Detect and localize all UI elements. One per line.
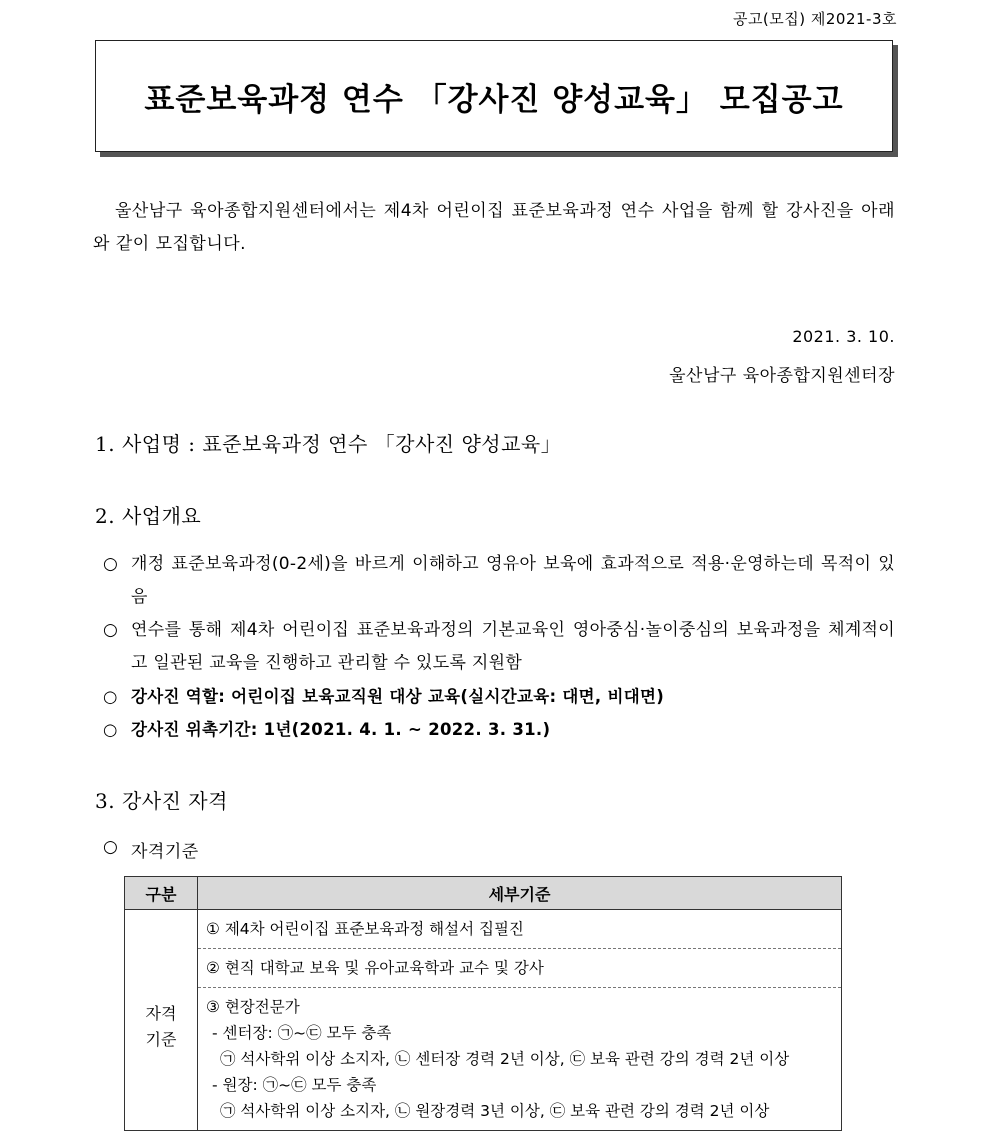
list-item: [103, 548, 895, 614]
table-row: [125, 910, 842, 949]
table-header-row: [125, 877, 842, 910]
circle-bullet-icon: ○: [103, 720, 118, 739]
criteria-line: ② 현직 대학교 보육 및 유아교육학과 교수 및 강사: [206, 959, 544, 977]
criteria-line: ㉠ 석사학위 이상 소지자, ㉡ 원장경력 3년 이상, ㉢ 보육 관련 강의 경력 2년 이상: [220, 1102, 770, 1120]
list-item-text: 연수를 통해 제4차 어린이집 표준보육과정의 기본교육인 영아중심·놀이중심의 보육과정을 체계적이고 일관된 교육을 진행하고 관리할 수 있도록 지원함: [131, 620, 895, 673]
list-item: [103, 680, 895, 713]
table-header-category: 구분: [125, 877, 198, 910]
section-2-title: 2. 사업개요: [95, 504, 202, 528]
list-item-text: 개정 표준보육과정(0-2세)을 바르게 이해하고 영유아 보육에 효과적으로 적용·운영하는데 목적이 있음: [131, 554, 895, 607]
criteria-line: - 센터장: ㉠~㉢ 모두 충족: [212, 1024, 392, 1042]
table-row: [125, 949, 842, 988]
criteria-line: ① 제4차 어린이집 표준보육과정 해설서 집필진: [206, 920, 524, 938]
notice-date: 2021. 3. 10.: [792, 327, 895, 346]
circle-bullet-icon: ○: [103, 620, 119, 640]
criteria-table: [124, 876, 842, 1131]
circle-bullet-icon: ○: [103, 837, 119, 857]
notice-number: 공고(모집) 제2021-3호: [732, 10, 897, 28]
section-1-title: 1. 사업명 : 표준보육과정 연수 「강사진 양성교육」: [95, 432, 562, 456]
list-item-text: 강사진 역할: 어린이집 보육교직원 대상 교육(실시간교육: 대면, 비대면): [131, 687, 665, 706]
overview-list: [103, 548, 895, 746]
category-line: 기준: [145, 1029, 177, 1049]
table-row: [125, 988, 842, 1131]
criteria-line: ③ 현장전문가: [206, 998, 300, 1016]
list-item: [103, 713, 895, 746]
intro-paragraph: 울산남구 육아종합지원센터에서는 제4차 어린이집 표준보육과정 연수 사업을 함께 할 강사진을 아래와 같이 모집합니다.: [93, 201, 895, 254]
table-cell: [198, 910, 842, 949]
criteria-subheading-text: 자격기준: [131, 842, 199, 862]
table-cell: [198, 949, 842, 988]
criteria-line: ㉠ 석사학위 이상 소지자, ㉡ 센터장 경력 2년 이상, ㉢ 보육 관련 강의 경력 2년 이상: [220, 1050, 790, 1068]
circle-bullet-icon: ○: [103, 687, 118, 706]
list-item: [103, 614, 895, 680]
page-title: 표준보육과정 연수 「강사진 양성교육」 모집공고: [144, 81, 844, 118]
section-3-title: 3. 강사진 자격: [95, 789, 228, 813]
criteria-subheading: [103, 837, 199, 862]
category-line: 자격: [145, 1003, 177, 1023]
table-cell: [198, 988, 842, 1131]
table-header-detail: 세부기준: [198, 877, 842, 910]
circle-bullet-icon: ○: [103, 554, 119, 574]
criteria-line: - 원장: ㉠~㉢ 모두 충족: [212, 1076, 377, 1094]
list-item-text: 강사진 위촉기간: 1년(2021. 4. 1. ~ 2022. 3. 31.): [131, 720, 551, 739]
title-box: [95, 40, 893, 152]
table-category-cell: [125, 910, 198, 1131]
issuer: 울산남구 육아종합지원센터장: [669, 366, 895, 386]
